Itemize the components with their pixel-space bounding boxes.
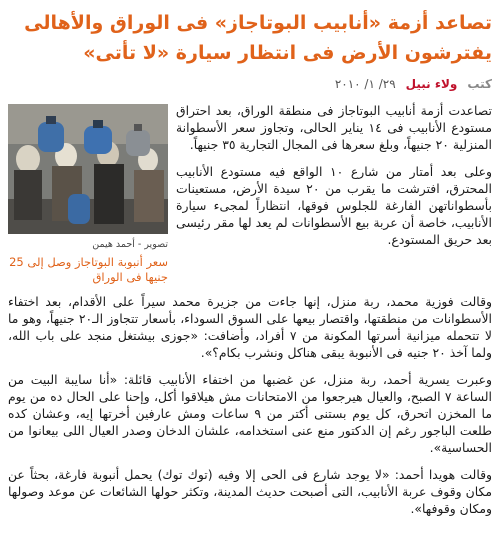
article-paragraph: وقالت هويدا أحمد: «لا يوجد شارع فى الحى إلا وفيه (توك توك) يحمل أنبوبة فارغة، بحثاً عن مكان وقوف عربة الأنابيب، التى أصبحت حديث المدينة، وتكثر حولها الشائعات عن موعد وصولها ومكان وقوفها». [8, 467, 492, 516]
article-body [8, 102, 492, 517]
photo-credit: تصوير - أحمد هيمن [92, 239, 168, 250]
article-meta [8, 74, 492, 94]
article-headline: تصاعد أزمة «أنابيب البوتاجاز» فى الوراق والأهالى يفترشون الأرض فى انتظار سيارة «لا تأتى» [24, 12, 492, 64]
photo-illustration [8, 104, 168, 234]
author-link[interactable]: ولاء نبيل [405, 77, 458, 91]
byline-label: كتب [467, 77, 492, 91]
article-photo [8, 104, 168, 234]
article-paragraph: تصاعدت أزمة أنابيب البوتاجاز فى منطقة الوراق، بعد احتراق مستودع الأنابيب فى ١٤ يناير الحالى، وتجاوز سعر الأسطوانة المنزلية ٢٠ جنيهاً، وبلغ سعرها فى المجال التجارية ٣٥ جنيهاً. [176, 103, 492, 152]
article-paragraph: وعلى بعد أمتار من شارع ١٠ الواقع فيه مستودع الأنابيب المحترق، افترشت ما يقرب من ٢٠ سيدة الأرض، مستعينات بأسطواناتهن الفارغة للجلوس فوقها، انتظاراً لمجىء سيارة الأنابيب، خاصة أن عربة بيع الأسطوانات لم يعد لها مقر رئيسى بعد حريق المستودع. [176, 164, 492, 247]
article-paragraph: وقالت فوزية محمد، ربة منزل، إنها جاءت من جزيرة محمد سيراً على الأقدام، بعد اختفاء الأسطوانات من منطقتها، واقتصار بيعها على السوق السوداء، بأسعار تتجاوز الـ٢٠ جنيهاً، وهو ما لا تتحمله ميزانية أسرتها المكونة من ٧ أفراد، وأضافت: «جوزى بيشتغل منجد على باب الله، ولما آخذ ٢٠ جنيه فى الأنبوبة يبقى هناكل ونشرب بكام؟». [8, 294, 492, 360]
publish-date: ٢٩/ ١/ ٢٠١٠ [334, 77, 396, 91]
article-paragraph: وعبرت يسرية أحمد، ربة منزل، عن غضبها من اختفاء الأنابيب قائلة: «أنا سايبة البيت من الساعة ٧ الصبح، والعيال هيرجعوا من الامتحانات مش هيلاقوا أكل، وإحنا على الحال ده من يوم ما المخزن اتحرق، كل يوم بستنى أكتر من ٩ ساعات ومش عارفين أخرتها إيه، وعشان كده طلعت الباجور رغم إن الدكتور منع عنى استخدامه، علشان الدخان وصدر العيال اللى بيعانوا من الحساسية». [8, 372, 492, 455]
article-photo-figure [8, 104, 168, 285]
photo-caption: سعر أنبوبة البوتاجاز وصل إلى 25 جنيها فى الوراق [9, 255, 168, 284]
